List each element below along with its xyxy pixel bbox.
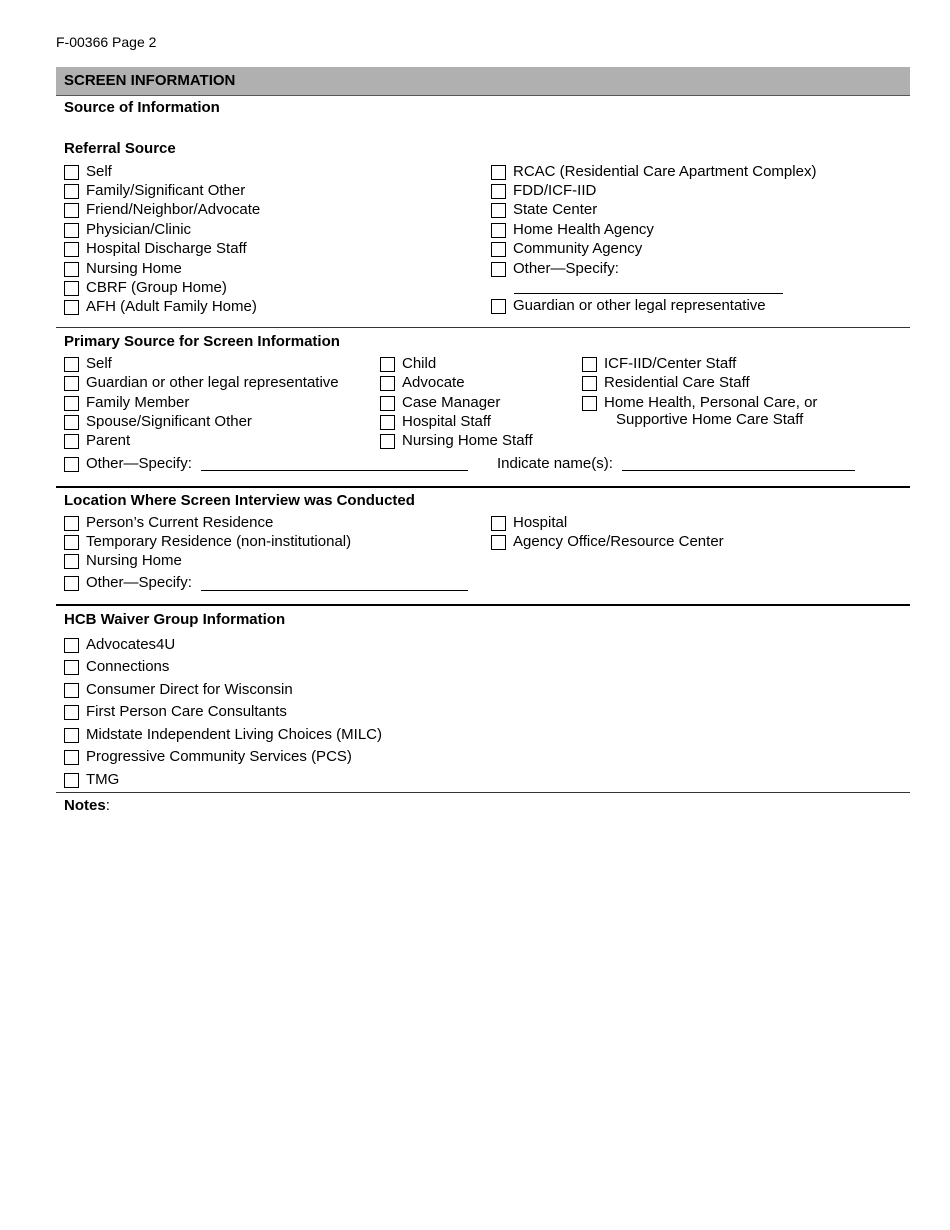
checkbox-label: Home Health, Personal Care, or xyxy=(604,394,818,411)
primary-source-title: Primary Source for Screen Information xyxy=(64,333,340,350)
checkbox[interactable] xyxy=(491,223,506,238)
checkbox[interactable] xyxy=(64,376,79,391)
checkbox-label: Guardian or other legal representative xyxy=(86,374,339,391)
checkbox-label: Advocate xyxy=(402,374,465,391)
hcb-title: HCB Waiver Group Information xyxy=(64,611,286,628)
checkbox-label: Temporary Residence (non-institutional) xyxy=(86,533,352,550)
checkbox-label: AFH (Adult Family Home) xyxy=(86,298,257,315)
checkbox-label: Midstate Independent Living Choices (MILC) xyxy=(86,726,382,743)
checkbox-label: Residential Care Staff xyxy=(604,374,750,391)
checkbox-label: Hospital xyxy=(513,514,568,531)
checkbox-label: Community Agency xyxy=(513,240,643,257)
checkbox[interactable] xyxy=(491,262,506,277)
checkbox-label: Nursing Home xyxy=(86,552,182,569)
checkbox-label: TMG xyxy=(86,771,120,788)
checkbox-label: FDD/ICF-IID xyxy=(513,182,597,199)
checkbox-label: Guardian or other legal representative xyxy=(513,297,766,314)
indicate-names-label: Indicate name(s): xyxy=(497,455,613,472)
location-other-specify-line[interactable] xyxy=(201,590,468,591)
form-id: F-00366 Page 2 xyxy=(56,34,157,50)
checkbox[interactable] xyxy=(64,300,79,315)
checkbox[interactable] xyxy=(64,184,79,199)
checkbox[interactable] xyxy=(64,728,79,743)
checkbox-label: Self xyxy=(86,355,112,372)
checkbox-label: Progressive Community Services (PCS) xyxy=(86,748,352,765)
checkbox-label: Hospital Staff xyxy=(402,413,491,430)
checkbox[interactable] xyxy=(64,576,79,591)
checkbox[interactable] xyxy=(64,242,79,257)
checkbox[interactable] xyxy=(380,396,395,411)
checkbox[interactable] xyxy=(380,434,395,449)
primary-other-specify-line[interactable] xyxy=(201,470,468,471)
checkbox[interactable] xyxy=(64,434,79,449)
checkbox[interactable] xyxy=(64,457,79,472)
source-of-information-title: Source of Information xyxy=(64,99,220,116)
checkbox-label: Physician/Clinic xyxy=(86,221,192,238)
checkbox-label: Other—Specify: xyxy=(86,574,192,591)
checkbox-label: Nursing Home Staff xyxy=(402,432,533,449)
checkbox[interactable] xyxy=(64,554,79,569)
checkbox-label: Other—Specify: xyxy=(86,455,192,472)
checkbox-label: Agency Office/Resource Center xyxy=(513,533,724,550)
checkbox-label: Other—Specify: xyxy=(513,260,619,277)
checkbox[interactable] xyxy=(491,299,506,314)
checkbox[interactable] xyxy=(380,376,395,391)
checkbox[interactable] xyxy=(64,396,79,411)
indicate-names-line[interactable] xyxy=(622,470,855,471)
checkbox-label: ICF-IID/Center Staff xyxy=(604,355,737,372)
checkbox-label: Hospital Discharge Staff xyxy=(86,240,247,257)
checkbox[interactable] xyxy=(64,165,79,180)
divider xyxy=(56,486,910,488)
checkbox-label: Friend/Neighbor/Advocate xyxy=(86,201,261,218)
checkbox[interactable] xyxy=(64,660,79,675)
checkbox[interactable] xyxy=(64,357,79,372)
checkbox[interactable] xyxy=(64,750,79,765)
checkbox[interactable] xyxy=(64,223,79,238)
notes-field[interactable] xyxy=(64,797,110,814)
checkbox[interactable] xyxy=(64,415,79,430)
section-title: SCREEN INFORMATION xyxy=(64,72,236,89)
checkbox[interactable] xyxy=(582,357,597,372)
checkbox[interactable] xyxy=(64,281,79,296)
primary-option-home-health-staff-continuation: Supportive Home Care Staff xyxy=(616,411,804,428)
referral-other-specify-line[interactable] xyxy=(514,293,783,294)
checkbox-label: State Center xyxy=(513,201,598,218)
checkbox-label: RCAC (Residential Care Apartment Complex) xyxy=(513,163,817,180)
checkbox[interactable] xyxy=(582,396,597,411)
checkbox[interactable] xyxy=(64,683,79,698)
checkbox[interactable] xyxy=(491,242,506,257)
divider xyxy=(56,792,910,793)
checkbox[interactable] xyxy=(64,203,79,218)
divider xyxy=(56,604,910,606)
checkbox[interactable] xyxy=(582,376,597,391)
checkbox-label: Home Health Agency xyxy=(513,221,654,238)
checkbox[interactable] xyxy=(491,184,506,199)
checkbox[interactable] xyxy=(491,516,506,531)
checkbox[interactable] xyxy=(64,638,79,653)
checkbox[interactable] xyxy=(64,773,79,788)
checkbox-label: Parent xyxy=(86,432,131,449)
checkbox-label: Consumer Direct for Wisconsin xyxy=(86,681,293,698)
checkbox[interactable] xyxy=(64,516,79,531)
checkbox[interactable] xyxy=(380,357,395,372)
checkbox[interactable] xyxy=(491,203,506,218)
checkbox-label: Case Manager xyxy=(402,394,501,411)
referral-source-title: Referral Source xyxy=(64,140,176,157)
checkbox[interactable] xyxy=(64,705,79,720)
checkbox[interactable] xyxy=(491,535,506,550)
checkbox-label: Advocates4U xyxy=(86,636,176,653)
checkbox-label: Connections xyxy=(86,658,170,675)
checkbox-label: Spouse/Significant Other xyxy=(86,413,252,430)
notes-colon: : xyxy=(105,797,110,814)
checkbox-label: Person’s Current Residence xyxy=(86,514,274,531)
checkbox-label: Child xyxy=(402,355,437,372)
notes-label: Notes xyxy=(64,797,106,814)
checkbox-label: CBRF (Group Home) xyxy=(86,279,227,296)
checkbox-label: First Person Care Consultants xyxy=(86,703,287,720)
checkbox-label: Family Member xyxy=(86,394,190,411)
checkbox-label: Self xyxy=(86,163,112,180)
section-header xyxy=(56,67,910,96)
checkbox-label: Nursing Home xyxy=(86,260,182,277)
checkbox[interactable] xyxy=(380,415,395,430)
checkbox-label: Family/Significant Other xyxy=(86,182,246,199)
checkbox[interactable] xyxy=(64,535,79,550)
checkbox[interactable] xyxy=(64,262,79,277)
divider xyxy=(56,327,910,328)
location-title: Location Where Screen Interview was Conducted xyxy=(64,492,415,509)
checkbox[interactable] xyxy=(491,165,506,180)
